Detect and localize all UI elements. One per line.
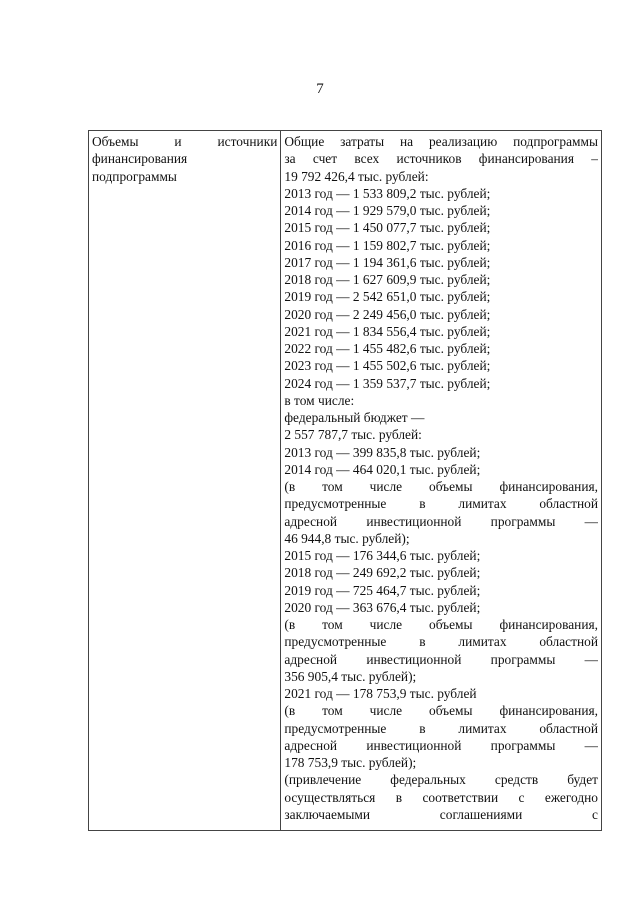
text-line: предусмотренные в лимитах областной <box>284 720 598 736</box>
text-line: (в том числе объемы финансирования, <box>284 617 598 632</box>
text-line: 2014 год — 1 929 579,0 тыс. рублей; <box>284 203 491 218</box>
text-line: 19 792 426,4 тыс. рублей: <box>284 168 429 184</box>
text-line: 178 753,9 тыс. рублей); <box>284 755 417 770</box>
text-line: 2020 год — 2 249 456,0 тыс. рублей; <box>284 306 491 322</box>
label-cell <box>89 131 281 831</box>
text-line: 2021 год — 1 834 556,4 тыс. рублей; <box>284 323 491 339</box>
text-line: адресной инвестиционной программы — <box>284 737 598 753</box>
text-line: адресной инвестиционной программы — <box>284 651 598 667</box>
page-number: 7 <box>316 81 324 97</box>
text-line: 46 944,8 тыс. рублей); <box>284 530 410 546</box>
text-line: 2018 год — 249 692,2 тыс. рублей; <box>284 565 481 581</box>
text-line: 2014 год — 464 020,1 тыс. рублей; <box>284 461 481 477</box>
text-line: 2022 год — 1 455 482,6 тыс. рублей; <box>284 341 491 356</box>
text-line: (привлечение федеральных средств будет <box>284 772 598 788</box>
text-line: 2019 год — 2 542 651,0 тыс. рублей; <box>284 289 491 305</box>
text-line: (в том числе объемы финансирования, <box>284 479 598 494</box>
text-line: в том числе: <box>284 392 355 408</box>
text-line: 2016 год — 1 159 802,7 тыс. рублей; <box>284 237 491 253</box>
text-line: федеральный бюджет — <box>284 410 425 425</box>
label-line: подпрограммы <box>92 168 177 184</box>
text-line: за счет всех источников финансирования – <box>284 151 598 167</box>
text-line: 2013 год — 1 533 809,2 тыс. рублей; <box>284 185 491 201</box>
label-line: Объемы и источники <box>92 134 278 149</box>
text-line: 2021 год — 178 753,9 тыс. рублей <box>284 686 477 701</box>
text-line: 2023 год — 1 455 502,6 тыс. рублей; <box>284 358 491 374</box>
text-line: осуществляться в соответствии с ежегодно <box>284 789 598 805</box>
text-line: заключаемыми соглашениями с <box>284 806 598 822</box>
text-line: 2017 год — 1 194 361,6 тыс. рублей; <box>284 254 491 270</box>
text-line: 2018 год — 1 627 609,9 тыс. рублей; <box>284 272 491 287</box>
text-line: 2015 год — 1 450 077,7 тыс. рублей; <box>284 220 491 236</box>
text-line: (в том числе объемы финансирования, <box>284 703 598 719</box>
value-cell <box>281 131 602 831</box>
text-line: 2015 год — 176 344,6 тыс. рублей; <box>284 548 481 563</box>
text-line: 356 905,4 тыс. рублей); <box>284 668 417 684</box>
text-line: Общие затраты на реализацию подпрограммы <box>284 134 598 149</box>
text-line: 2019 год — 725 464,7 тыс. рублей; <box>284 582 481 598</box>
text-line: адресной инвестиционной программы — <box>284 513 598 529</box>
text-line: 2020 год — 363 676,4 тыс. рублей; <box>284 599 481 615</box>
text-line: предусмотренные в лимитах областной <box>284 496 598 512</box>
text-line: предусмотренные в лимитах областной <box>284 634 598 650</box>
table-row <box>89 131 602 831</box>
label-line: финансирования <box>92 151 188 167</box>
funding-table <box>88 130 602 831</box>
text-line: 2013 год — 399 835,8 тыс. рублей; <box>284 444 481 460</box>
text-line: 2 557 787,7 тыс. рублей: <box>284 427 422 443</box>
text-line: 2024 год — 1 359 537,7 тыс. рублей; <box>284 375 491 391</box>
